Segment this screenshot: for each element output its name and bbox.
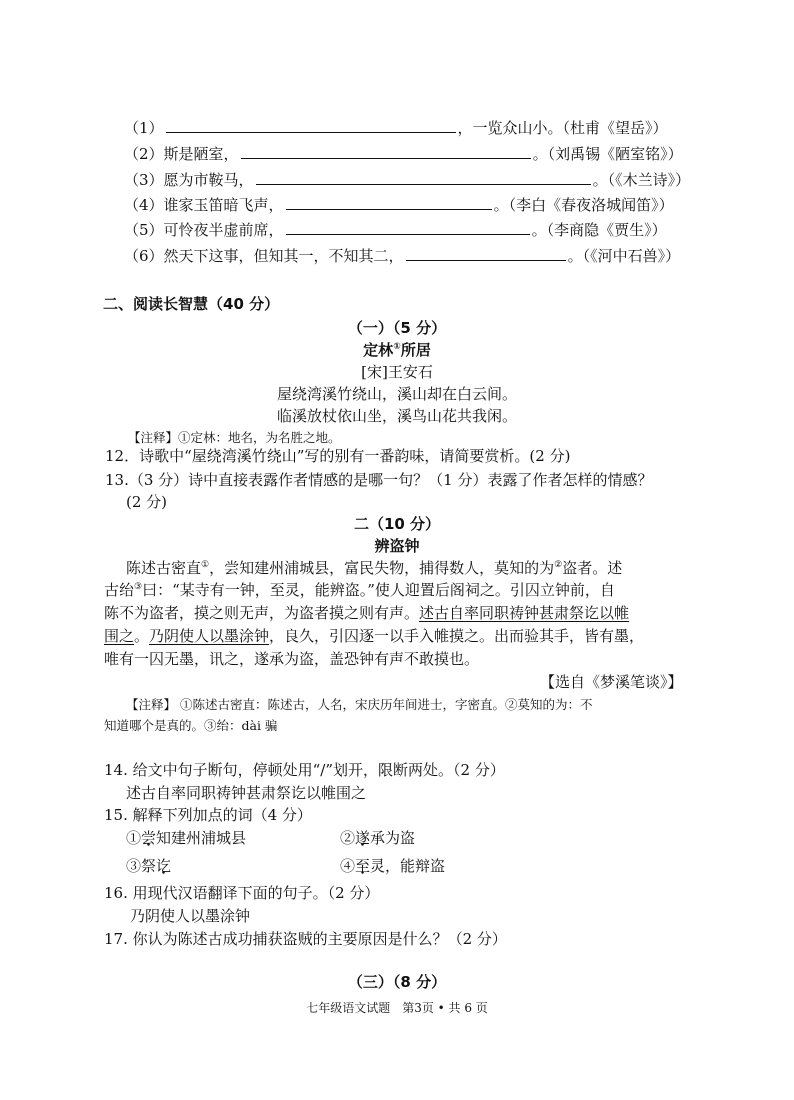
section-heading: 二、阅读长智慧（40 分）: [103, 295, 280, 313]
passage-line: 围之。乃阴使人以墨涂钟，良久，引囚逐一以手入帷摸之。出而验其手，皆有墨，: [104, 627, 645, 645]
question-15-item: ③祭讫: [126, 857, 172, 875]
passage-title: 辨盗钟: [374, 537, 420, 555]
fill-item-5: （5）可怜夜半虚前席， 。（李商隐《贾生》）: [124, 221, 667, 239]
answer-blank[interactable]: [256, 170, 591, 185]
fill-item-2: （2）斯是陋室， 。（刘禹锡《陋室铭》）: [124, 145, 683, 163]
question-16-sentence: 乃阴使人以墨涂钟: [130, 907, 251, 925]
answer-blank[interactable]: [286, 220, 530, 235]
question-15-item: ④至灵，能辩盗: [340, 857, 446, 875]
fill-item-4: （4）谁家玉笛暗飞声， 。（李白《春夜洛城闻笛》）: [124, 196, 674, 214]
answer-blank[interactable]: [241, 144, 531, 159]
question-15: 15. 解释下列加点的词（4 分）: [104, 806, 312, 824]
part-heading: （三）（8 分）: [347, 973, 447, 991]
answer-blank[interactable]: [166, 118, 456, 133]
passage-line: 陈述古密直①，尝知建州浦城县，富民失物，捕得数人，莫知的为②盗者。述: [126, 559, 623, 577]
question-13-points: (2 分): [126, 493, 168, 511]
passage-source: 【选自《梦溪笔谈》】: [540, 673, 683, 691]
fill-item-3: （3）愿为市鞍马， 。（《木兰诗》）: [124, 171, 691, 189]
question-13: 13.（3 分）诗中直接表露作者情感的是哪一句？（1 分）表露了作者怎样的情感？: [105, 471, 653, 489]
fill-item-1: （1） ，一览众山小。（杜甫《望岳》）: [124, 119, 668, 137]
poem-note: 【注释】①定林：地名，为名胜之地。: [128, 430, 341, 445]
passage-note: 【注释】 ①陈述古密直：陈述古，人名，宋庆历年间进士，字密直。②莫知的为：不: [126, 697, 593, 712]
poem-author: [宋]王安石: [361, 363, 433, 381]
passage-line: 陈不为盗者，摸之则无声，为盗者摸之则有声。述古自率同职祷钟甚肃祭讫以帷: [104, 604, 630, 622]
question-14-sentence: 述古自率同职祷钟甚肃祭讫以帷围之: [126, 784, 367, 802]
question-15-item: ②遂承为盗: [340, 829, 416, 847]
poem-line: 屋绕湾溪竹绕山，溪山却在白云间。: [276, 385, 517, 403]
poem-line: 临溪放杖依山坐，溪鸟山花共我闲。: [276, 407, 517, 425]
passage-note: 知道哪个是真的。③绐：dài 骗: [104, 718, 278, 733]
question-12: 12．诗歌中“屋绕湾溪竹绕山”写的别有一番韵味，请简要赏析。(2 分): [105, 447, 571, 465]
question-14: 14. 给文中句子断句，停顿处用“/”划开，限断两处。（2 分）: [104, 761, 505, 779]
part-heading: （一）（5 分）: [347, 319, 447, 337]
page-footer: 七年级语文试题 第3页 • 共 6 页: [306, 1001, 488, 1015]
question-15-item: ①尝知建州浦城县: [126, 829, 247, 847]
passage-line: 唯有一囚无墨，讯之，遂承为盗，盖恐钟有声不敢摸也。: [104, 650, 480, 668]
answer-blank[interactable]: [406, 246, 566, 261]
passage-line: 古绐③曰：“某寺有一钟，至灵，能辨盗。”使人迎置后阁祠之。引囚立钟前，自: [104, 581, 615, 599]
question-16: 16. 用现代汉语翻译下面的句子。（2 分）: [104, 884, 380, 902]
question-17: 17. 你认为陈述古成功捕获盗贼的主要原因是什么？（2 分）: [104, 930, 507, 948]
fill-item-6: （6）然天下这事，但知其一，不知其二， 。（《河中石兽》）: [124, 247, 681, 265]
poem-title: 定林①所居: [363, 341, 431, 359]
answer-blank[interactable]: [286, 195, 492, 210]
part-heading: 二（10 分）: [353, 515, 441, 533]
